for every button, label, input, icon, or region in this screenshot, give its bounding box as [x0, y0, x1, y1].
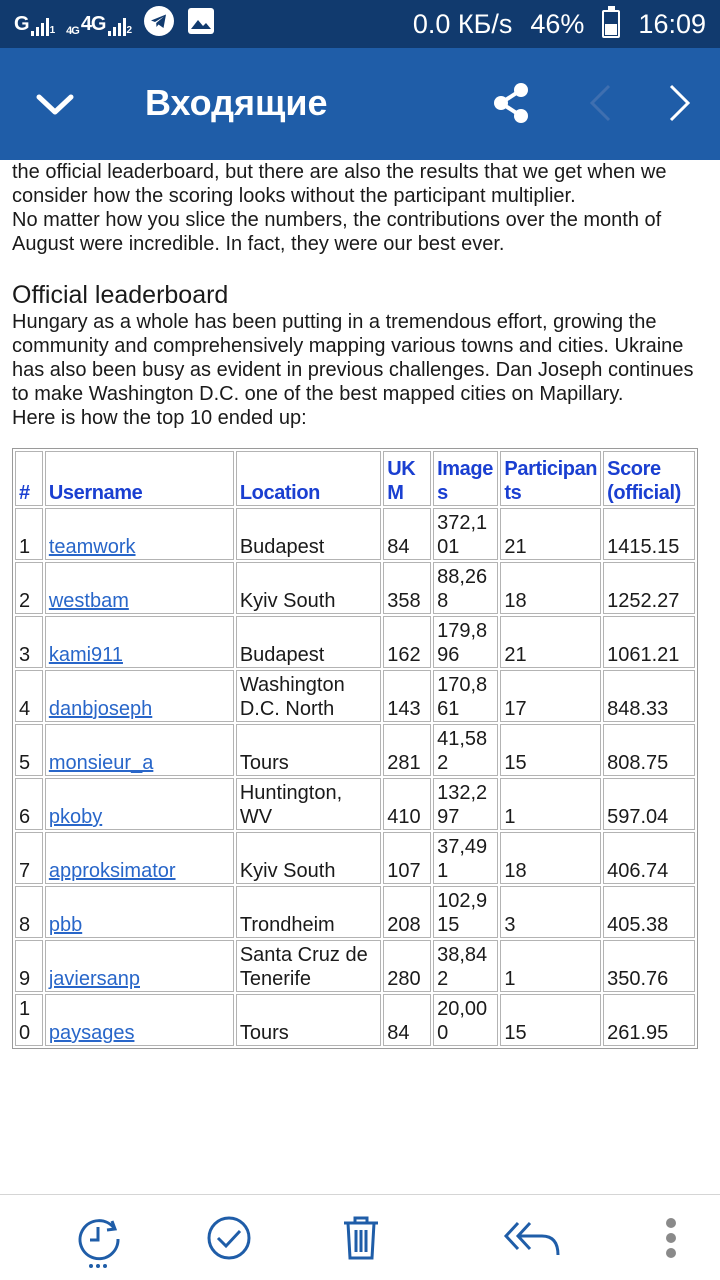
sim2-data-type: 4G [66, 24, 79, 37]
score-cell: 1252.27 [603, 562, 695, 614]
table-row [15, 670, 695, 722]
location-cell: Budapest [236, 616, 381, 668]
ukm-cell: 280 [383, 940, 431, 992]
header-location: Location [236, 451, 381, 506]
chevron-left-icon[interactable] [582, 80, 618, 126]
ukm-cell: 107 [383, 832, 431, 884]
participants-cell: 18 [500, 832, 601, 884]
battery-icon [602, 10, 620, 38]
location-cell: Budapest [236, 508, 381, 560]
ukm-cell: 281 [383, 724, 431, 776]
header-score: Score (official) [603, 451, 695, 506]
rank-cell: 3 [15, 616, 43, 668]
username-link[interactable]: paysages [48, 1022, 135, 1044]
score-cell: 406.74 [603, 832, 695, 884]
header-participants: Participants [500, 451, 601, 506]
images-cell: 179,896 [433, 616, 498, 668]
rank-cell: 5 [15, 724, 43, 776]
score-cell: 261.95 [603, 994, 695, 1046]
ukm-cell: 410 [383, 778, 431, 830]
sim1-index: 1 [49, 24, 55, 36]
header-rank: # [15, 451, 43, 506]
intro-paragraph: the official leaderboard, but there are also the results that we get when we consider how the scoring looks without the participant multiplier. [12, 161, 667, 207]
location-cell: Trondheim [236, 886, 381, 938]
table-row [15, 724, 695, 776]
participants-cell: 18 [500, 562, 601, 614]
images-cell: 372,101 [433, 508, 498, 560]
paragraph-leaderboard-intro: Hungary as a whole has been putting in a tremendous effort, growing the community and comprehensively mapping various towns and cities. Ukraine has also been busy as evident in previous challenges. Dan Joseph continues to make Washington D.C. one of the best mapped cities on Mapillary. [12, 311, 694, 405]
status-left [14, 5, 215, 44]
username-cell [45, 670, 234, 722]
leaderboard-table [12, 448, 698, 1049]
location-cell: Santa Cruz de Tenerife [236, 940, 381, 992]
more-vertical-icon[interactable] [656, 1215, 686, 1261]
table-row [15, 508, 695, 560]
username-cell [45, 940, 234, 992]
ukm-cell: 84 [383, 508, 431, 560]
sim2-index: 2 [126, 24, 132, 36]
clock: 16:09 [638, 8, 706, 39]
app-bar [0, 48, 720, 160]
rank-cell: 10 [15, 994, 43, 1046]
images-cell: 102,915 [433, 886, 498, 938]
header-images: Images [433, 451, 498, 506]
participants-cell: 1 [500, 778, 601, 830]
location-cell: Tours [236, 994, 381, 1046]
location-cell: Kyiv South [236, 832, 381, 884]
table-row [15, 562, 695, 614]
username-link[interactable]: danbjoseph [48, 698, 153, 720]
images-cell: 38,842 [433, 940, 498, 992]
participants-cell: 15 [500, 724, 601, 776]
bottom-action-bar [0, 1194, 720, 1280]
score-cell: 808.75 [603, 724, 695, 776]
chevron-right-icon[interactable] [662, 80, 698, 126]
participants-cell: 17 [500, 670, 601, 722]
score-cell: 350.76 [603, 940, 695, 992]
trash-icon[interactable] [340, 1215, 382, 1261]
score-cell: 1061.21 [603, 616, 695, 668]
score-cell: 1415.15 [603, 508, 695, 560]
ukm-cell: 358 [383, 562, 431, 614]
table-row [15, 778, 695, 830]
header-username: Username [45, 451, 234, 506]
table-row [15, 832, 695, 884]
table-row [15, 994, 695, 1046]
images-cell: 88,268 [433, 562, 498, 614]
sim2-signal-icon [66, 13, 131, 36]
rank-cell: 8 [15, 886, 43, 938]
participants-cell: 21 [500, 616, 601, 668]
score-cell: 405.38 [603, 886, 695, 938]
page-title: Входящие [145, 82, 328, 123]
table-row [15, 940, 695, 992]
images-cell: 41,582 [433, 724, 498, 776]
username-link[interactable]: pbb [48, 914, 83, 936]
rank-cell: 4 [15, 670, 43, 722]
mark-done-icon[interactable] [206, 1215, 252, 1261]
participants-cell: 1 [500, 940, 601, 992]
username-cell [45, 562, 234, 614]
rank-cell: 1 [15, 508, 43, 560]
username-cell [45, 724, 234, 776]
sim1-network-label: G [14, 12, 29, 35]
rank-cell: 7 [15, 832, 43, 884]
username-cell [45, 508, 234, 560]
location-cell: Tours [236, 724, 381, 776]
chevron-down-icon[interactable] [30, 80, 80, 130]
images-cell: 170,861 [433, 670, 498, 722]
table-header-row [15, 451, 695, 506]
images-cell: 20,000 [433, 994, 498, 1046]
username-cell [45, 778, 234, 830]
table-row [15, 886, 695, 938]
participants-cell: 21 [500, 508, 601, 560]
ukm-cell: 143 [383, 670, 431, 722]
network-speed: 0.0 КБ/s [412, 8, 513, 39]
rank-cell: 6 [15, 778, 43, 830]
score-cell: 597.04 [603, 778, 695, 830]
leaderboard-body [15, 508, 695, 1046]
rank-cell: 2 [15, 562, 43, 614]
ukm-cell: 84 [383, 994, 431, 1046]
ukm-cell: 208 [383, 886, 431, 938]
telegram-icon [143, 5, 175, 44]
sim1-signal-icon [14, 13, 54, 36]
username-link[interactable]: teamwork [48, 536, 136, 558]
paragraph-top10: Here is how the top 10 ended up: [12, 407, 307, 429]
message-body[interactable] [0, 160, 720, 1194]
username-cell [45, 616, 234, 668]
status-right [413, 9, 706, 40]
snooze-clock-icon[interactable] [74, 1215, 124, 1271]
username-cell [45, 886, 234, 938]
username-link[interactable]: approksimator [48, 860, 176, 882]
score-cell: 848.33 [603, 670, 695, 722]
status-bar [0, 0, 720, 48]
username-link[interactable]: monsieur_a [48, 752, 154, 774]
username-link[interactable]: kami911 [48, 644, 123, 666]
username-link[interactable]: westbam [48, 590, 129, 612]
username-cell [45, 994, 234, 1046]
location-cell: Washington D.C. North [236, 670, 381, 722]
table-row [15, 616, 695, 668]
reply-all-icon[interactable] [502, 1219, 562, 1259]
gallery-icon [187, 7, 215, 42]
header-ukm: UKM [383, 451, 431, 506]
location-cell: Huntington, WV [236, 778, 381, 830]
username-cell [45, 832, 234, 884]
images-cell: 132,297 [433, 778, 498, 830]
paragraph-contributions: No matter how you slice the numbers, the contributions over the month of August were incredible. In fact, they were our best ever. [12, 209, 662, 255]
sim2-network-label: 4G [80, 12, 106, 35]
section-heading: Official leaderboard [12, 281, 229, 309]
location-cell: Kyiv South [236, 562, 381, 614]
participants-cell: 3 [500, 886, 601, 938]
ukm-cell: 162 [383, 616, 431, 668]
share-icon[interactable] [488, 80, 534, 126]
participants-cell: 15 [500, 994, 601, 1046]
username-link[interactable]: javiersanp [48, 968, 140, 990]
battery-percent: 46% [530, 8, 585, 39]
images-cell: 37,491 [433, 832, 498, 884]
username-link[interactable]: pkoby [48, 806, 103, 828]
rank-cell: 9 [15, 940, 43, 992]
